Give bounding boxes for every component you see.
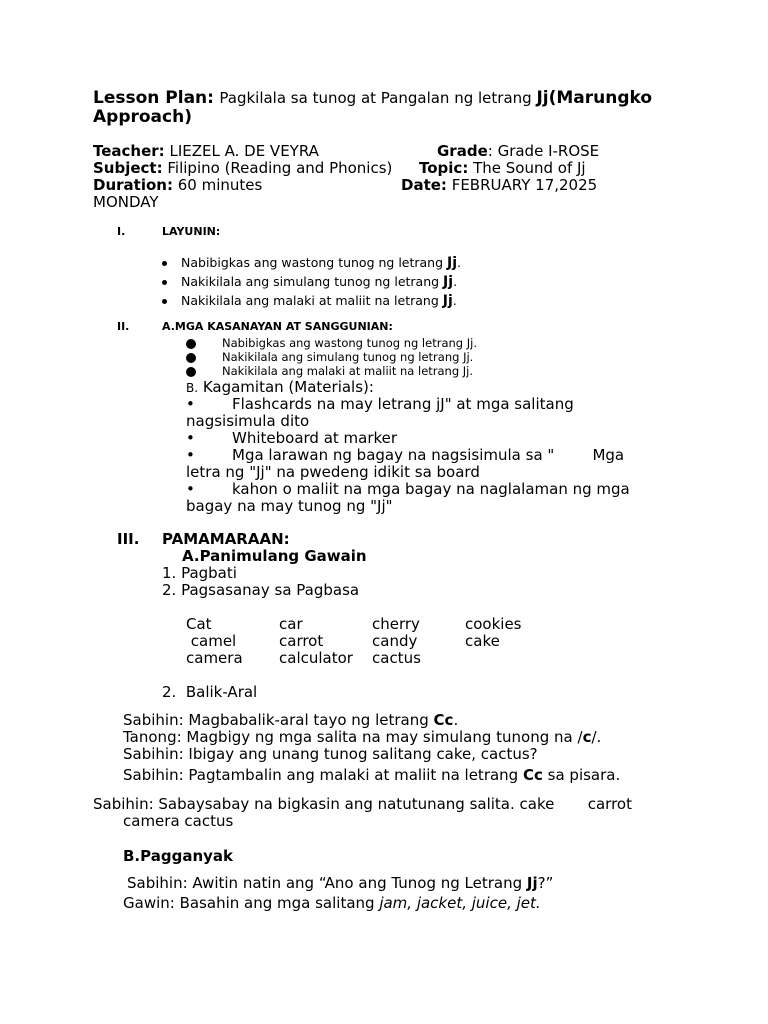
word-cell: camera bbox=[186, 649, 243, 667]
material-bullet: • bbox=[186, 395, 195, 413]
kasanayan-text: Nakikilala ang simulang tunog ng letrang Jj. bbox=[222, 350, 474, 364]
topic-value: The Sound of Jj bbox=[473, 159, 586, 177]
layunin-end: . bbox=[452, 293, 457, 308]
day-value: MONDAY bbox=[93, 193, 159, 211]
kagamitan-heading bbox=[186, 378, 374, 396]
lesson-plan-title bbox=[93, 88, 652, 108]
layunin-item bbox=[162, 255, 461, 271]
kasanayan-text: Nabibigkas ang wastong tunog ng letrang Jj. bbox=[222, 336, 477, 350]
step-pagbati: 1. Pagbati bbox=[162, 564, 237, 582]
kasanayan-item bbox=[186, 350, 473, 364]
material-line1: Whiteboard at marker bbox=[232, 429, 398, 447]
gawin-text: Gawin: Basahin ang mga salitang bbox=[123, 894, 380, 912]
material-line2: letra ng "Jj" na pwedeng idikit sa board bbox=[186, 463, 480, 481]
date-line bbox=[401, 176, 597, 194]
bullet-icon bbox=[162, 280, 167, 285]
topic-line bbox=[419, 159, 586, 177]
layunin-item bbox=[162, 274, 457, 290]
bullet-icon bbox=[186, 367, 196, 377]
word-cell: cake bbox=[465, 632, 500, 650]
instruction-line bbox=[123, 711, 458, 729]
instruction-text: Sabihin: Ibigay ang unang tunog salitang cake, cactus? bbox=[123, 745, 538, 763]
section3-heading: PAMAMARAAN: bbox=[162, 530, 290, 548]
instruction-text: Sabihin: Pagtambalin ang malaki at maliit na letrang bbox=[123, 766, 523, 784]
kasanayan-item bbox=[186, 364, 473, 378]
word-cell: cookies bbox=[465, 615, 522, 633]
word-cell: candy bbox=[372, 632, 418, 650]
instruction-end: sa pisara. bbox=[542, 766, 621, 784]
subject-label: Subject: bbox=[93, 159, 163, 177]
teacher-line bbox=[93, 142, 319, 160]
layunin-end: . bbox=[457, 255, 462, 270]
awit-line bbox=[127, 874, 553, 892]
panimulang-gawain: A.Panimulang Gawain bbox=[182, 547, 367, 565]
material-bullet: • bbox=[186, 480, 195, 498]
teacher-value: LIEZEL A. DE VEYRA bbox=[169, 142, 319, 160]
subject-line bbox=[93, 159, 392, 177]
awit-text: Sabihin: Awitin natin ang “Ano ang Tunog ng Letrang bbox=[127, 874, 527, 892]
grade-line bbox=[437, 142, 599, 160]
title-text: Pagkilala sa tunog at Pangalan ng letrang bbox=[219, 89, 537, 107]
material-bullet: • bbox=[186, 429, 195, 447]
word-cell: cactus bbox=[372, 649, 421, 667]
kasanayan-item bbox=[186, 336, 477, 350]
instruction-end: . bbox=[453, 711, 459, 729]
sabaysabay-line2: camera cactus bbox=[123, 812, 234, 830]
date-label: Date: bbox=[401, 176, 447, 194]
subject-value: Filipino (Reading and Phonics) bbox=[167, 159, 393, 177]
awit-bold: Jj bbox=[526, 874, 538, 892]
section2-numeral: II. bbox=[117, 320, 130, 333]
instruction-bold: Cc bbox=[522, 766, 543, 784]
duration-label: Duration: bbox=[93, 176, 173, 194]
lesson-plan-label: Lesson Plan: bbox=[93, 88, 214, 108]
sabaysabay-line1: Sabihin: Sabaysabay na bigkasin ang natutunang salita. cake carrot bbox=[93, 795, 632, 813]
b-text: Kagamitan (Materials): bbox=[202, 378, 374, 396]
bullet-icon bbox=[186, 339, 196, 349]
pagganyak-heading: B.Pagganyak bbox=[123, 847, 233, 865]
word-cell: calculator bbox=[279, 649, 353, 667]
b-label: B. bbox=[186, 381, 199, 395]
gawin-line bbox=[123, 894, 541, 912]
word-cell: camel bbox=[186, 632, 237, 650]
instruction-bold: c bbox=[582, 728, 592, 746]
teacher-label: Teacher: bbox=[93, 142, 165, 160]
word-cell: Cat bbox=[186, 615, 212, 633]
material-line2: nagsisimula dito bbox=[186, 412, 310, 430]
word-cell: cherry bbox=[372, 615, 420, 633]
duration-line bbox=[93, 176, 262, 194]
layunin-text: Nakikilala ang malaki at maliit na letrang bbox=[181, 293, 443, 308]
instruction-bold: Cc bbox=[433, 711, 454, 729]
material-line1: Flashcards na may letrang jJ" at mga salitang bbox=[232, 395, 574, 413]
kasanayan-text: Nakikilala ang malaki at maliit na letrang Jj. bbox=[222, 364, 474, 378]
material-line1: Mga larawan ng bagay na nagsisimula sa " Mga bbox=[232, 446, 625, 464]
grade-label: Grade bbox=[437, 142, 488, 160]
layunin-bold: Jj bbox=[442, 293, 453, 309]
instruction-line bbox=[123, 728, 601, 746]
layunin-item bbox=[162, 293, 457, 309]
gawin-words: jam, jacket, juice, jet. bbox=[379, 894, 541, 912]
instruction-text: Sabihin: Magbabalik-aral tayo ng letrang bbox=[123, 711, 434, 729]
section2-heading: A.MGA KASANAYAN AT SANGGUNIAN: bbox=[162, 320, 393, 333]
awit-end: ?” bbox=[537, 874, 554, 892]
word-cell: carrot bbox=[279, 632, 324, 650]
word-cell: car bbox=[279, 615, 303, 633]
bullet-icon bbox=[162, 299, 167, 304]
section3-numeral: III. bbox=[117, 530, 140, 548]
grade-value: : Grade I-ROSE bbox=[487, 142, 600, 160]
instruction-line bbox=[123, 745, 538, 763]
layunin-end: . bbox=[453, 274, 458, 289]
instruction-end: /. bbox=[591, 728, 602, 746]
step-pagsasanay: 2. Pagsasanay sa Pagbasa bbox=[162, 581, 360, 599]
title-line2: Approach) bbox=[93, 107, 192, 127]
material-line2: bagay na may tunog ng "Jj" bbox=[186, 497, 393, 515]
layunin-bold: Jj bbox=[443, 274, 454, 290]
layunin-text: Nakikilala ang simulang tunog ng letrang bbox=[181, 274, 444, 289]
date-value: FEBRUARY 17,2025 bbox=[451, 176, 598, 194]
title-bold: Jj(Marungko bbox=[536, 88, 653, 108]
balik-aral: 2. Balik-Aral bbox=[162, 683, 258, 701]
material-bullet: • bbox=[186, 446, 195, 464]
layunin-bold: Jj bbox=[447, 255, 458, 271]
duration-value: 60 minutes bbox=[177, 176, 263, 194]
bullet-icon bbox=[162, 261, 167, 266]
material-line1: kahon o maliit na mga bagay na naglalaman ng mga bbox=[232, 480, 630, 498]
instruction-line bbox=[123, 766, 620, 784]
instruction-text: Tanong: Magbigy ng mga salita na may simulang tunong na / bbox=[123, 728, 583, 746]
bullet-icon bbox=[186, 353, 196, 363]
layunin-text: Nabibigkas ang wastong tunog ng letrang bbox=[181, 255, 448, 270]
topic-label: Topic: bbox=[419, 159, 469, 177]
section1-heading: LAYUNIN: bbox=[162, 225, 221, 238]
section1-numeral: I. bbox=[117, 225, 126, 238]
